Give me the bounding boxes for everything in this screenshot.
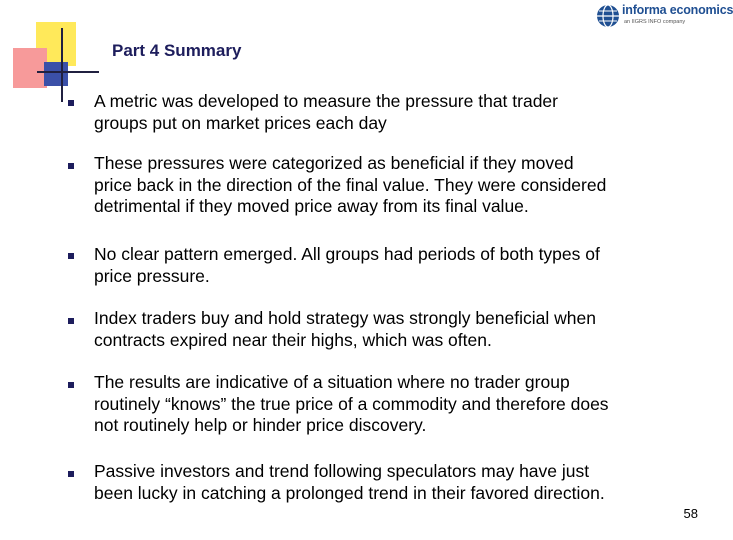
page-number: 58 xyxy=(683,506,698,521)
slide-title: Part 4 Summary xyxy=(112,41,242,60)
decor-horizontal-line xyxy=(37,71,99,73)
company-logo xyxy=(594,2,733,30)
bullet-text: Passive investors and trend following speculators may have just been lucky in catching a prolonged trend in their favored direction. xyxy=(94,461,605,503)
bullet-text: A metric was developed to measure the pressure that trader groups put on market prices each day xyxy=(94,91,558,133)
logo-tagline: an IIGRS INFO company xyxy=(624,19,686,25)
bullet-marker-icon xyxy=(68,382,74,388)
bullet-marker-icon xyxy=(68,318,74,324)
bullet-text: The results are indicative of a situation where no trader group routinely “knows” the true price of a commodity and therefore does not routinely help or hinder price discovery. xyxy=(94,372,609,435)
bullet-marker-icon xyxy=(68,471,74,477)
decor-blue-square xyxy=(44,62,68,86)
bullet-text: No clear pattern emerged. All groups had periods of both types of price pressure. xyxy=(94,244,600,286)
logo-name: informa economics xyxy=(622,3,733,17)
bullet-marker-icon xyxy=(68,253,74,259)
bullet-text: These pressures were categorized as beneficial if they moved price back in the direction of the final value. They were considered detrimental if they moved price away from its final value. xyxy=(94,153,607,216)
bullet-marker-icon xyxy=(68,100,74,106)
bullet-marker-icon xyxy=(68,163,74,169)
decor-vertical-line xyxy=(61,28,63,102)
bullet-text: Index traders buy and hold strategy was strongly beneficial when contracts expired near their highs, which was often. xyxy=(94,308,596,350)
globe-icon xyxy=(596,4,620,28)
decor-pink-square xyxy=(13,48,47,88)
